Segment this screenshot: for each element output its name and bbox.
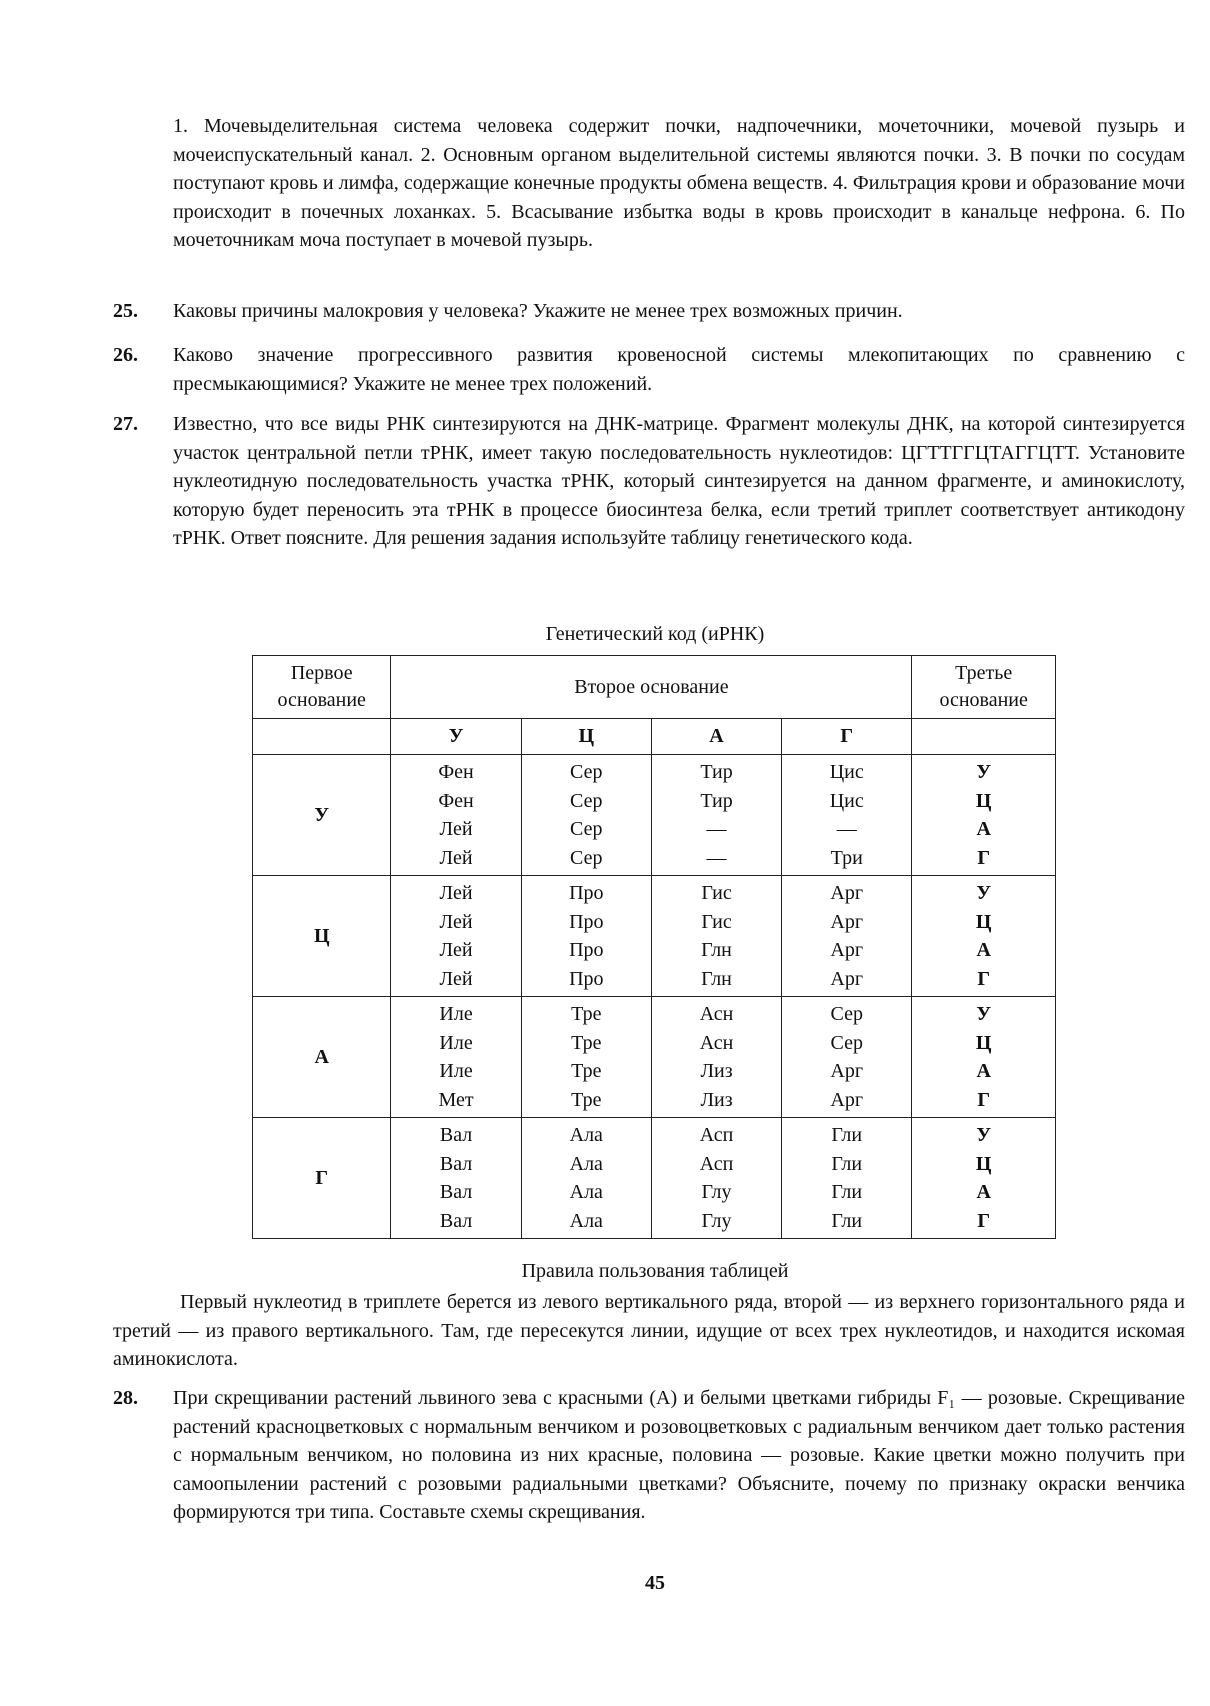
amino-acid: Сер xyxy=(570,789,603,812)
amino-acid: Про xyxy=(569,882,604,904)
amino-acid: Асп xyxy=(699,1124,734,1146)
amino-acid: Глн xyxy=(701,967,732,990)
amino-acid: Гис xyxy=(701,882,732,904)
amino-acid: Цис xyxy=(829,789,864,812)
codon-group-row xyxy=(253,755,1056,876)
first-base: Г xyxy=(253,1118,391,1239)
amino-acid: Асн xyxy=(699,1031,734,1054)
amino-acid: Вал xyxy=(439,1124,473,1146)
amino-acid-cell xyxy=(521,876,651,997)
amino-acid: Арг xyxy=(830,1088,864,1111)
amino-acid: Три xyxy=(830,846,863,869)
amino-acid-cell xyxy=(782,1118,912,1239)
question-26 xyxy=(113,341,1185,398)
third-base: У xyxy=(976,1003,992,1025)
header-third-base: Третье основание xyxy=(912,656,1056,719)
amino-acid: Про xyxy=(569,910,604,933)
amino-acid: Ала xyxy=(569,1209,603,1232)
amino-acid: Арг xyxy=(830,939,864,961)
amino-acid: Сер xyxy=(830,1003,863,1025)
third-base: Ц xyxy=(975,1031,992,1054)
amino-acid: Тре xyxy=(571,1031,602,1054)
third-base: А xyxy=(976,939,991,961)
page-number: 45 xyxy=(645,1572,665,1594)
amino-acid: Ала xyxy=(569,1124,603,1146)
amino-acid-cell xyxy=(651,1118,781,1239)
rules-text xyxy=(113,1288,1185,1374)
second-base-1: Ц xyxy=(521,719,651,755)
third-base: Г xyxy=(977,967,991,990)
amino-acid: Лей xyxy=(439,846,473,869)
amino-acid-cell xyxy=(521,1118,651,1239)
amino-acid: Вал xyxy=(439,1152,473,1175)
amino-acid: Глу xyxy=(701,1181,732,1203)
question-28 xyxy=(113,1384,1185,1527)
amino-acid-cell xyxy=(391,997,521,1118)
intro-paragraph: 1. Мочевыделительная система человека содержит почки, надпочечники, мочеточники, мочевой пузырь и мочеиспускательный канал. 2. Основным органом выделительной системы являются почки. 3. В почки по сосудам поступают кровь и лимфа, содержащие конечные продукты обмена веществ. 4. Фильтрация крови и образование мочи происходит в почечных лоханках. 5. Всасывание избытка воды в кровь происходит в канальце нефрона. 6. По мочеточникам моча поступает в мочевой пузырь. xyxy=(173,115,1185,251)
third-base-cell xyxy=(912,997,1056,1118)
second-base-2: А xyxy=(651,719,781,755)
amino-acid: Лей xyxy=(439,939,473,961)
amino-acid: Гли xyxy=(831,1209,863,1232)
question-number: 26. xyxy=(113,344,138,366)
amino-acid: Лей xyxy=(439,882,473,904)
third-base: У xyxy=(976,761,992,783)
amino-acid: Иле xyxy=(439,1003,473,1025)
question-number: 25. xyxy=(113,300,138,322)
amino-acid: Тре xyxy=(571,1003,602,1025)
third-base: А xyxy=(976,818,991,840)
question-number: 28. xyxy=(113,1387,138,1409)
amino-acid: Сер xyxy=(570,846,603,869)
empty-cell xyxy=(912,719,1056,755)
amino-acid: Глу xyxy=(701,1209,732,1232)
amino-acid: Арг xyxy=(830,882,864,904)
amino-acid: — xyxy=(706,846,727,869)
third-base: У xyxy=(976,882,992,904)
amino-acid: Глн xyxy=(701,939,732,961)
rules-paragraph: Первый нуклеотид в триплете берется из левого вертикального ряда, второй — из верхнего горизонтального ряда и третий — из правого вертикального. Там, где пересекутся линии, идущие от всех трех нуклеотидов, и находится искомая аминокислота. xyxy=(113,1291,1185,1370)
amino-acid: Гис xyxy=(701,910,732,933)
header-second-base: Второе основание xyxy=(391,656,912,719)
amino-acid: — xyxy=(706,818,727,840)
amino-acid-cell xyxy=(391,876,521,997)
amino-acid-cell xyxy=(651,876,781,997)
third-base: А xyxy=(976,1181,991,1203)
amino-acid: Лей xyxy=(439,818,473,840)
second-base-3: Г xyxy=(782,719,912,755)
amino-acid: Иле xyxy=(439,1031,473,1054)
question-25 xyxy=(113,297,1185,326)
question-text: Каковы причины малокровия у человека? Укажите не менее трех возможных причин. xyxy=(173,300,903,322)
codon-group-row xyxy=(253,997,1056,1118)
amino-acid-cell xyxy=(521,755,651,876)
question-text: Известно, что все виды РНК синтезируются на ДНК-матрице. Фрагмент молекулы ДНК, на которой синтезируется участок центральной петли тРНК, имеет такую последовательность нуклеотидов: ЦГТТГГЦТАГГЦТТ. Установите нуклеотидную последовательность участка тРНК, который синтезируется на данном фрагменте, и аминокислоту, которую будет переносить эта тРНК в процессе биосинтеза белка, если третий триплет соответствует антикодону тРНК. Ответ поясните. Для решения задания используйте таблицу генетического кода. xyxy=(173,413,1185,549)
question-number: 27. xyxy=(113,413,138,435)
table-title: Генетический код (иРНК) xyxy=(545,623,765,645)
amino-acid: Сер xyxy=(830,1031,863,1054)
codon-group-row xyxy=(253,1118,1056,1239)
question-text: Каково значение прогрессивного развития кровеносной системы млекопитающих по сравнению с пресмыкающимися? Укажите не менее трех положений. xyxy=(173,344,1185,395)
third-base-cell xyxy=(912,755,1056,876)
third-base-cell xyxy=(912,876,1056,997)
amino-acid: Ала xyxy=(569,1152,603,1175)
header-first-base: Первое основание xyxy=(253,656,391,719)
amino-acid: Фен xyxy=(438,789,474,812)
amino-acid-cell xyxy=(391,755,521,876)
first-base: А xyxy=(253,997,391,1118)
amino-acid: Лей xyxy=(439,910,473,933)
amino-acid: Лиз xyxy=(700,1088,733,1111)
amino-acid-cell xyxy=(391,1118,521,1239)
amino-acid-cell xyxy=(651,755,781,876)
amino-acid: Сер xyxy=(570,818,603,840)
amino-acid: Про xyxy=(569,967,604,990)
first-base: У xyxy=(253,755,391,876)
third-base: Г xyxy=(977,1088,991,1111)
third-base: У xyxy=(976,1124,992,1146)
amino-acid: Цис xyxy=(829,761,864,783)
amino-acid: Гли xyxy=(831,1181,863,1203)
question-text: При скрещивании растений львиного зева с красными (А) и белыми цветками гибриды F₁ — розовые. Скрещивание растений красноцветковых с нормальным венчиком и розовоцветковых с радиальным венчиком дает только растения с нормальным венчиком, но половина из них красные, половина — розовые. Какие цветки можно получить при самоопылении растений с розовыми радиальными цветками? Объясните, почему по признаку окраски венчика формируются три типа. Составьте схемы скрещивания. xyxy=(173,1387,1185,1523)
amino-acid: Тре xyxy=(571,1060,602,1082)
third-base-cell xyxy=(912,1118,1056,1239)
empty-cell xyxy=(253,719,391,755)
amino-acid: Асн xyxy=(699,1003,734,1025)
amino-acid: Сер xyxy=(570,761,603,783)
amino-acid: Тир xyxy=(700,761,733,783)
amino-acid: — xyxy=(836,818,857,840)
amino-acid: Вал xyxy=(439,1181,473,1203)
genetic-code-table xyxy=(252,655,1056,1239)
amino-acid: Мет xyxy=(438,1088,474,1111)
rules-title: Правила пользования таблицей xyxy=(521,1260,789,1282)
amino-acid: Фен xyxy=(438,761,474,783)
amino-acid-cell xyxy=(521,997,651,1118)
amino-acid: Вал xyxy=(439,1209,473,1232)
amino-acid: Тре xyxy=(571,1088,602,1111)
first-base: Ц xyxy=(253,876,391,997)
third-base: Ц xyxy=(975,789,992,812)
amino-acid-cell xyxy=(782,755,912,876)
amino-acid: Иле xyxy=(439,1060,473,1082)
amino-acid: Гли xyxy=(831,1152,863,1175)
amino-acid: Асп xyxy=(699,1152,734,1175)
third-base: Ц xyxy=(975,1152,992,1175)
amino-acid-cell xyxy=(782,876,912,997)
amino-acid: Арг xyxy=(830,910,864,933)
question-27 xyxy=(113,410,1185,553)
amino-acid: Арг xyxy=(830,1060,864,1082)
second-base-0: У xyxy=(391,719,521,755)
amino-acid: Лиз xyxy=(700,1060,733,1082)
amino-acid: Гли xyxy=(831,1124,863,1146)
third-base: Г xyxy=(977,1209,991,1232)
amino-acid-cell xyxy=(782,997,912,1118)
amino-acid: Тир xyxy=(700,789,733,812)
amino-acid: Про xyxy=(569,939,604,961)
amino-acid: Арг xyxy=(830,967,864,990)
third-base: Ц xyxy=(975,910,992,933)
third-base: Г xyxy=(977,846,991,869)
amino-acid: Ала xyxy=(569,1181,603,1203)
amino-acid: Лей xyxy=(439,967,473,990)
amino-acid-cell xyxy=(651,997,781,1118)
codon-group-row xyxy=(253,876,1056,997)
third-base: А xyxy=(976,1060,991,1082)
